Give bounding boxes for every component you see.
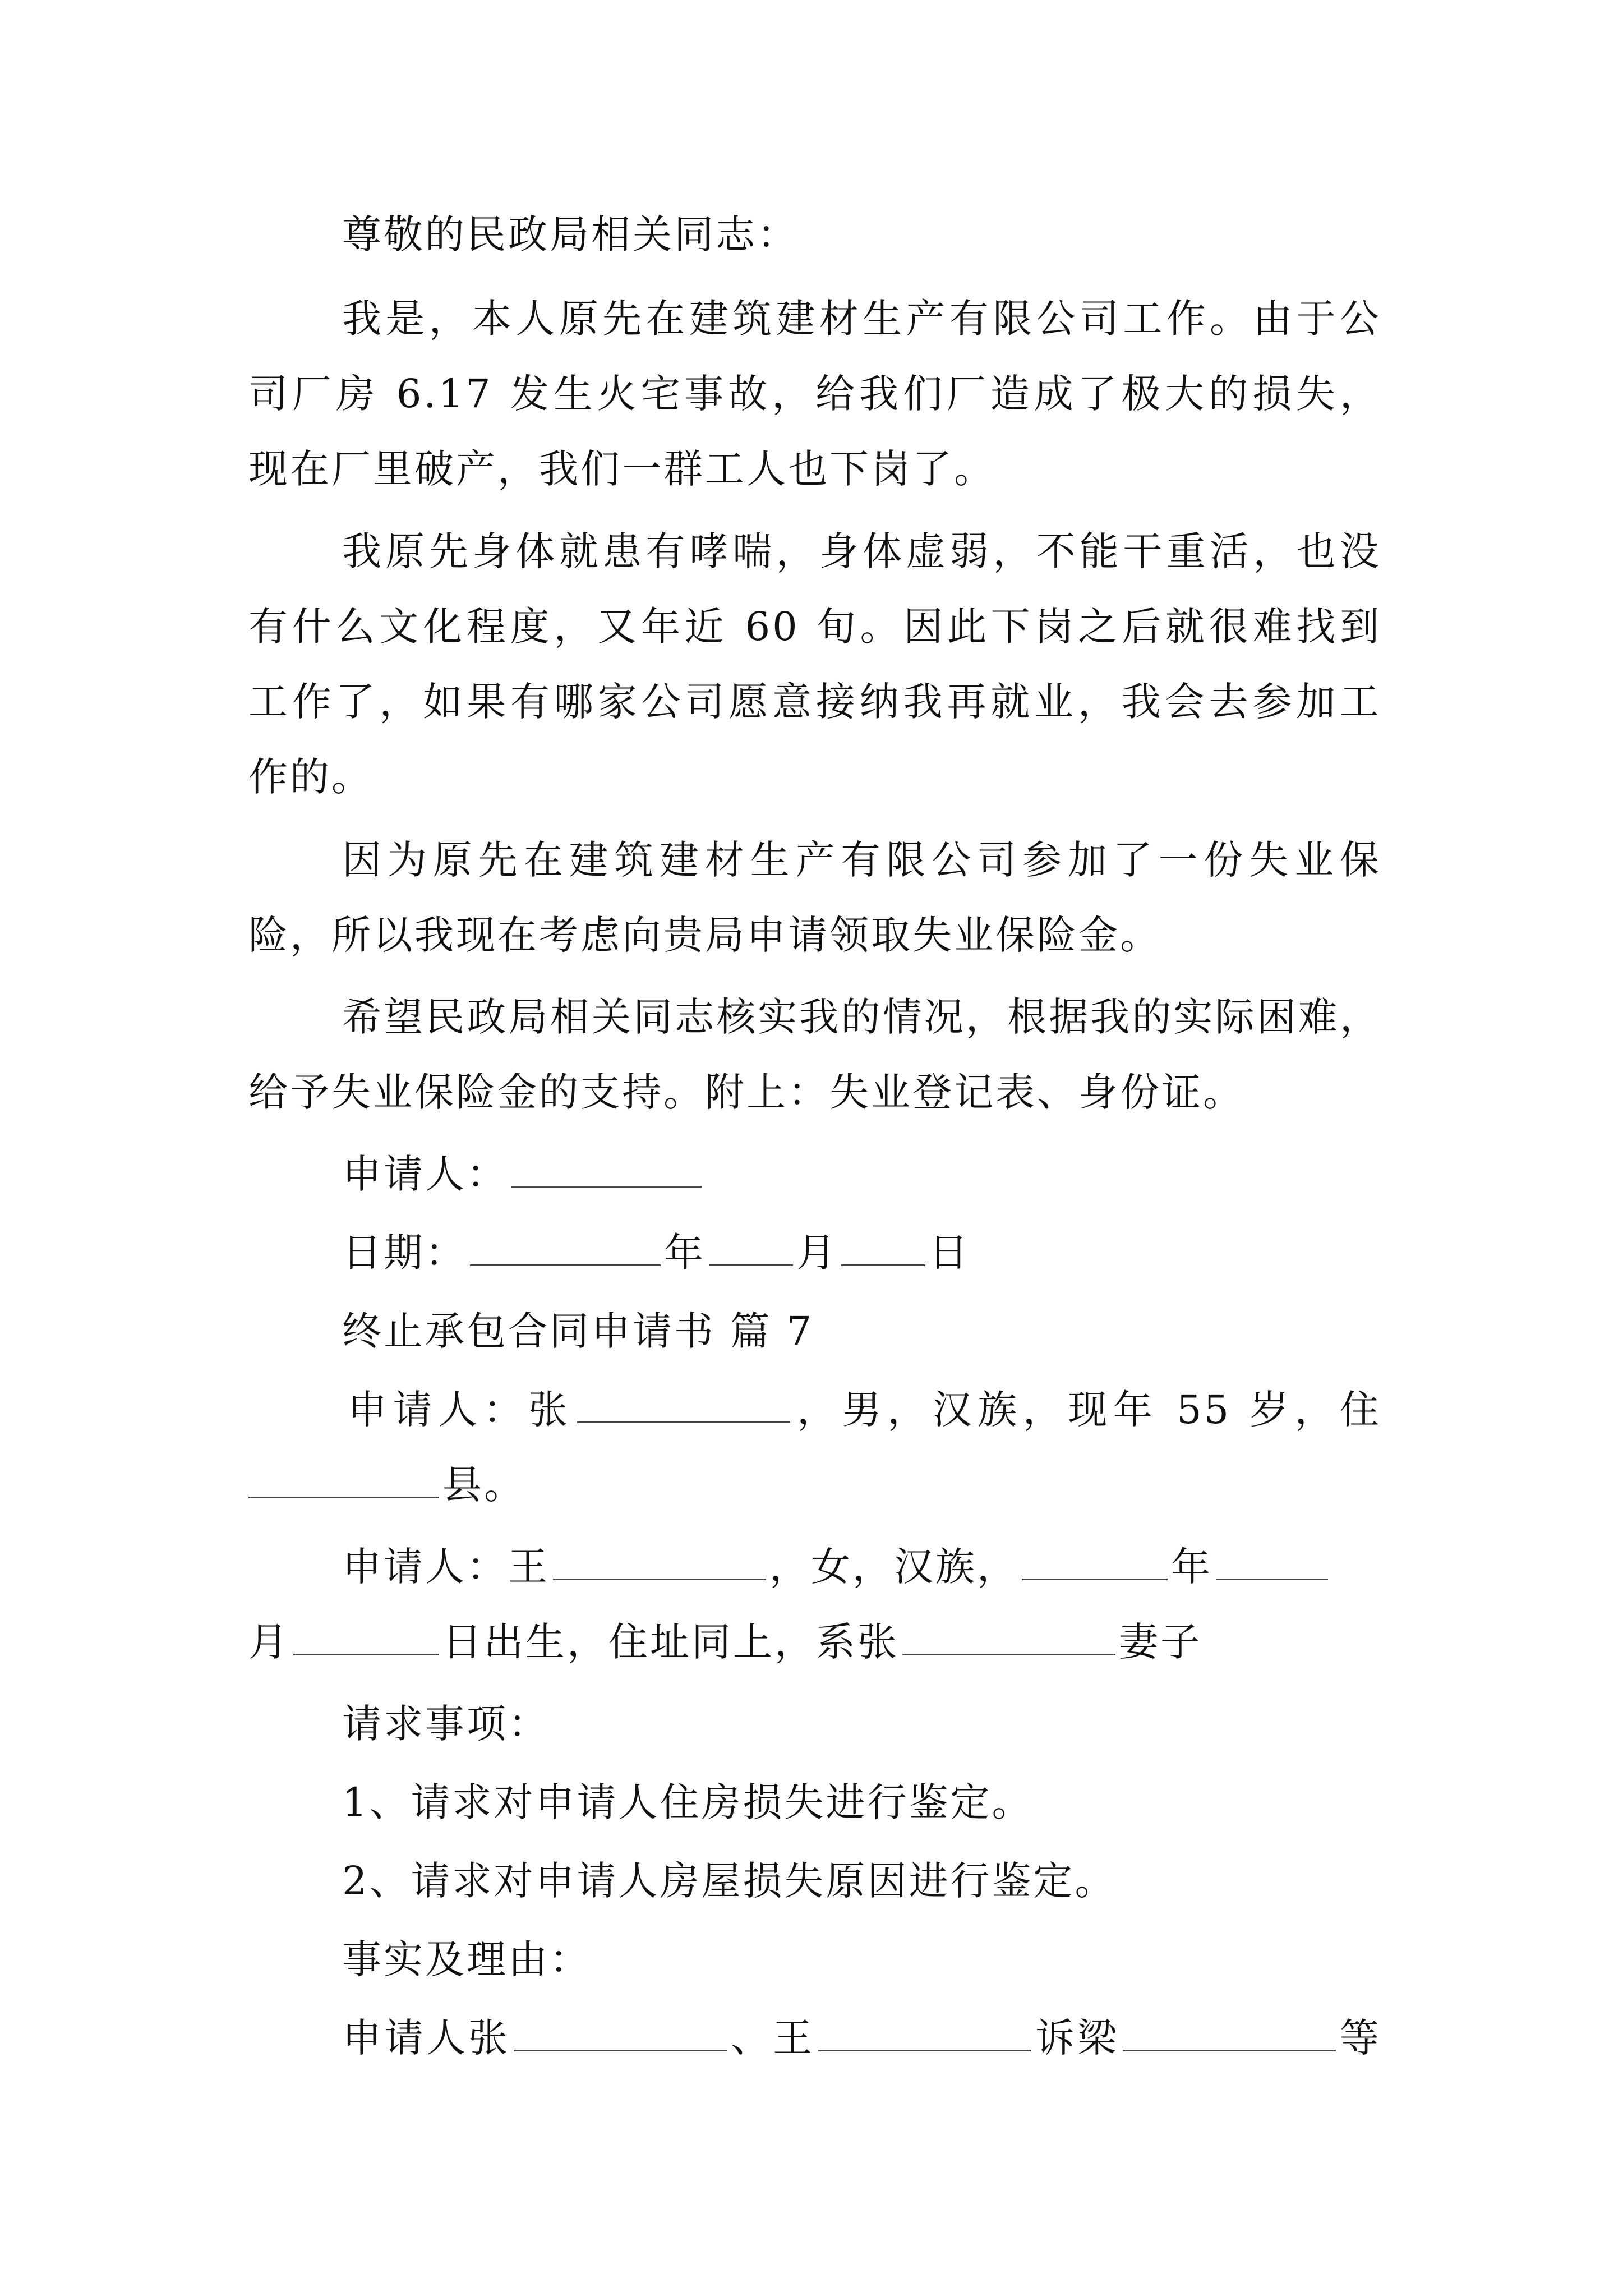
applicant-2-middle: ，女，汉族， (769, 1544, 1018, 1590)
paragraph-3-line-1: 因为原先在建筑建材生产有限公司参加了一份失业保 (342, 837, 1381, 883)
paragraph-3-line-2: 险，所以我现在考虑向贵局申请领取失业保险金。 (248, 912, 1161, 958)
requests-title: 请求事项： (342, 1701, 550, 1747)
paragraph-2-line-2: 有什么文化程度，又年近 60 旬。因此下岗之后就很难找到 (248, 604, 1381, 650)
applicant-1-address-line (248, 1457, 1381, 1513)
month-label: 月 (796, 1230, 838, 1276)
applicant-1-address-blank (248, 1462, 439, 1498)
day-label: 日 (929, 1230, 970, 1276)
applicant-2-end: 妻子 (1119, 1619, 1202, 1665)
paragraph-2-line-1: 我原先身体就患有哮喘，身体虚弱，不能干重活，也没 (342, 528, 1381, 574)
applicant-1-line (348, 1382, 1381, 1438)
applicant-1-name-blank (577, 1387, 790, 1423)
request-1: 1、请求对申请人住房损失进行鉴定。 (342, 1779, 1034, 1825)
paragraph-1-line-3: 现在厂里破产，我们一群工人也下岗了。 (248, 446, 995, 492)
salutation: 尊敬的民政局相关同志： (342, 211, 799, 257)
applicant-signature-line (342, 1146, 1381, 1202)
facts-a: 申请人张 (342, 2015, 510, 2061)
section-title: 终止承包合同申请书 篇 7 (342, 1308, 814, 1354)
month-blank (709, 1230, 793, 1266)
paragraph-1-line-1: 我是，本人原先在建筑建材生产有限公司工作。由于公 (342, 296, 1381, 342)
day-blank (841, 1230, 925, 1266)
applicant-2-year-blank (1022, 1544, 1168, 1580)
facts-blank-1 (514, 2015, 727, 2051)
facts-blank-3 (1123, 2015, 1336, 2051)
applicant-2-name-blank (553, 1544, 766, 1580)
facts-b: 、王 (730, 2015, 815, 2061)
date-line (342, 1225, 1381, 1281)
applicant-1-prefix: 申请人：张 (348, 1387, 574, 1433)
facts-c: 诉梁 (1035, 2015, 1119, 2061)
applicant-2-line (342, 1539, 1381, 1595)
applicant-label: 申请人： (342, 1151, 508, 1197)
applicant-1-middle: ，男，汉族，现年 55 岁，住 (793, 1387, 1382, 1433)
applicant-1-suffix: 县。 (442, 1462, 525, 1508)
facts-blank-2 (818, 2015, 1031, 2051)
applicant-2-year: 年 (1171, 1544, 1212, 1590)
paragraph-2-line-4: 作的。 (248, 754, 373, 800)
applicant-2-line-2 (248, 1614, 1381, 1670)
date-label: 日期： (342, 1230, 467, 1276)
year-label: 年 (664, 1230, 706, 1276)
year-blank (470, 1230, 661, 1266)
facts-line (342, 2010, 1381, 2066)
paragraph-1-line-2: 司厂房 6.17 发生火宅事故，给我们厂造成了极大的损失， (248, 371, 1381, 417)
facts-d: 等 (1339, 2015, 1381, 2061)
applicant-2-prefix: 申请人：王 (342, 1544, 550, 1590)
applicant-blank (511, 1151, 702, 1188)
applicant-2-spouse-blank (902, 1619, 1115, 1655)
applicant-2-day-blank (293, 1619, 439, 1655)
paragraph-4-line-2: 给予失业保险金的支持。附上：失业登记表、身份证。 (248, 1069, 1244, 1115)
request-2: 2、请求对申请人房屋损失原因进行鉴定。 (342, 1858, 1117, 1904)
paragraph-2-line-3: 工作了，如果有哪家公司愿意接纳我再就业，我会去参加工 (248, 679, 1381, 725)
applicant-2-month: 月 (248, 1619, 290, 1665)
applicant-2-month-blank (1216, 1544, 1328, 1580)
paragraph-4-line-1: 希望民政局相关同志核实我的情况，根据我的实际困难， (342, 994, 1381, 1040)
applicant-2-rest: 日出生，住址同上，系张 (442, 1619, 899, 1665)
facts-title: 事实及理由： (342, 1936, 591, 1982)
